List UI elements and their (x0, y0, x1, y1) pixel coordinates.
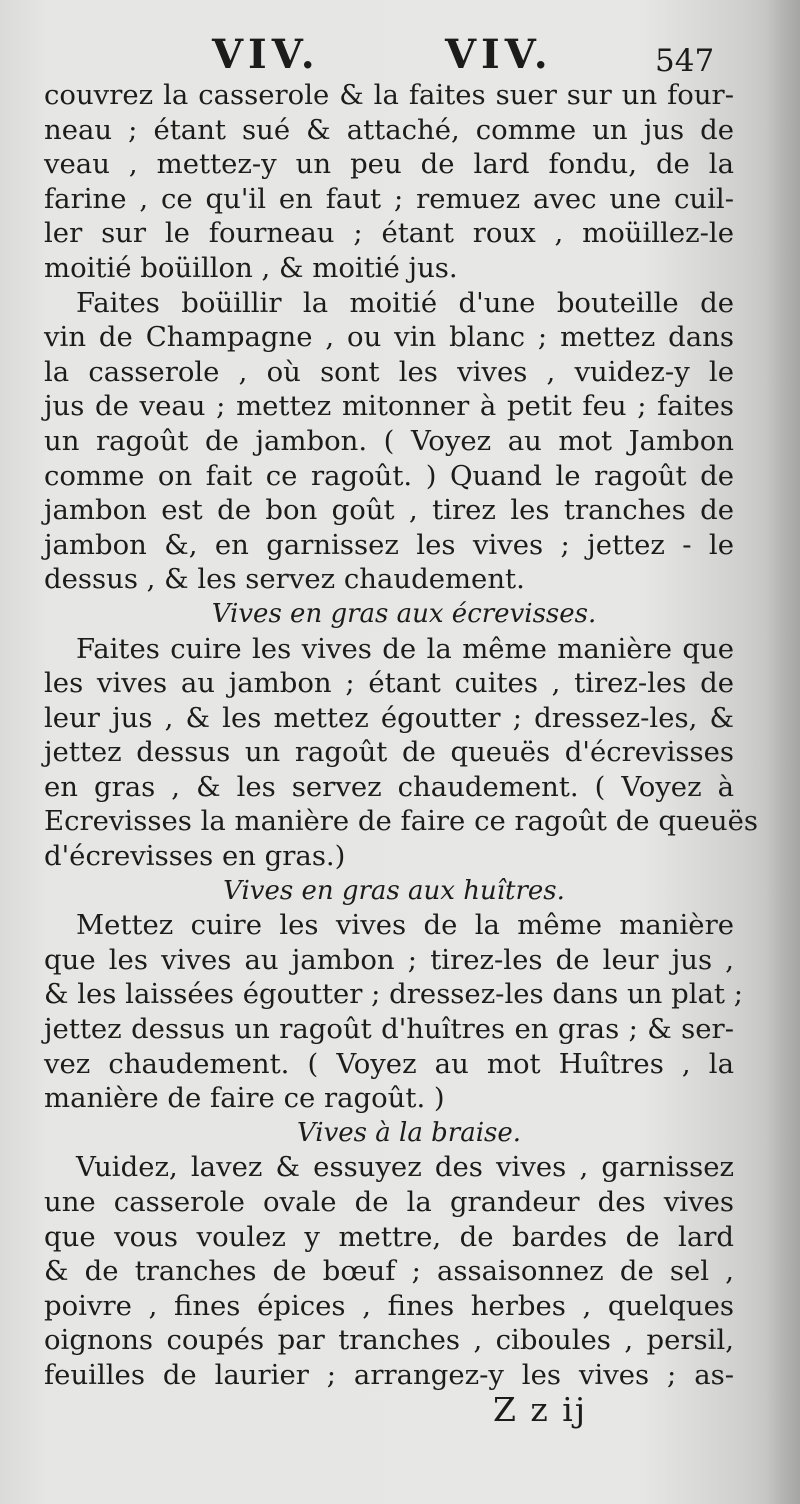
section-heading: Vives en gras aux huîtres. (223, 875, 565, 906)
running-head (0, 30, 800, 80)
running-head-right: VIV. (445, 31, 553, 78)
text-line: feuilles de laurier ; arrangez-y les vives ; as- (44, 1358, 734, 1391)
text-line: jus de veau ; mettez mitonner à petit feu ; faites (44, 390, 734, 423)
text-line: un ragoût de jambon. ( Voyez au mot Jambon (44, 424, 734, 457)
text-line: les vives au jambon ; étant cuites , tirez-les de (44, 667, 734, 700)
text-line: dessus , & les servez chaudement. (44, 563, 525, 596)
body-text (44, 78, 759, 1393)
text-line: vin de Champagne , ou vin blanc ; mettez dans (44, 321, 734, 354)
text-line: comme on fait ce ragoût. ) Quand le ragoût de (44, 459, 734, 492)
text-line: leur jus , & les mettez égoutter ; dressez-les, & (44, 701, 734, 734)
text-line: farine , ce qu'il en faut ; remuez avec une cuil- (44, 182, 734, 215)
text-line: que vous voulez y mettre, de bardes de lard (44, 1220, 734, 1253)
running-head-left: VIV. (212, 31, 320, 78)
text-line: couvrez la casserole & la faites suer sur un four- (44, 79, 734, 111)
text-line: d'écrevisses en gras.) (44, 840, 346, 873)
text-line: jettez dessus un ragoût de queuës d'écrevisses (44, 736, 734, 769)
section-heading: Vives en gras aux écrevisses. (211, 598, 597, 629)
text-line: & les laissées égoutter ; dressez-les dans un plat ; (44, 978, 743, 1011)
text-line: jambon est de bon goût , tirez les tranches de (44, 494, 734, 527)
text-line: ler sur le fourneau ; étant roux , moüillez-le (44, 217, 734, 250)
text-line: poivre , fines épices , fines herbes , quelques (44, 1289, 734, 1322)
text-line: & de tranches de bœuf ; assaisonnez de sel , (44, 1255, 734, 1288)
text-line: Vuidez, lavez & essuyez des vives , garnissez (76, 1151, 734, 1184)
text-line: vez chaudement. ( Voyez au mot Huîtres , la (44, 1047, 734, 1080)
text-line: neau ; étant sué & attaché, comme un jus de (44, 113, 734, 146)
text-line: oignons coupés par tranches , ciboules , persil, (44, 1324, 734, 1357)
text-line: Ecrevisses la manière de faire ce ragoût de queuës (44, 805, 759, 838)
section-heading: Vives à la braise. (296, 1117, 522, 1148)
page-edge-shadow (766, 0, 800, 1504)
text-line: manière de faire ce ragoût. ) (44, 1082, 445, 1115)
text-line: Mettez cuire les vives de la même manière (76, 909, 734, 942)
text-line: Faites cuire les vives de la même manière que (76, 632, 734, 665)
text-line: jettez dessus un ragoût d'huîtres en gras ; & ser- (44, 1013, 734, 1046)
text-line: moitié boüillon , & moitié jus. (44, 251, 458, 284)
text-line: une casserole ovale de la grandeur des vives (44, 1186, 734, 1218)
signature-mark: Z z ij (493, 1390, 588, 1429)
text-line: veau , mettez-y un peu de lard fondu, de la (44, 148, 734, 181)
text-line: que les vives au jambon ; tirez-les de leur jus , (44, 943, 734, 976)
text-line: Faites boüillir la moitié d'une bouteille de (76, 286, 734, 319)
page-number: 547 (655, 43, 715, 79)
text-line: en gras , & les servez chaudement. ( Voyez à (44, 770, 734, 803)
text-line: jambon &, en garnissez les vives ; jettez - le (44, 528, 734, 561)
text-line: la casserole , où sont les vives , vuidez-y le (44, 355, 734, 388)
